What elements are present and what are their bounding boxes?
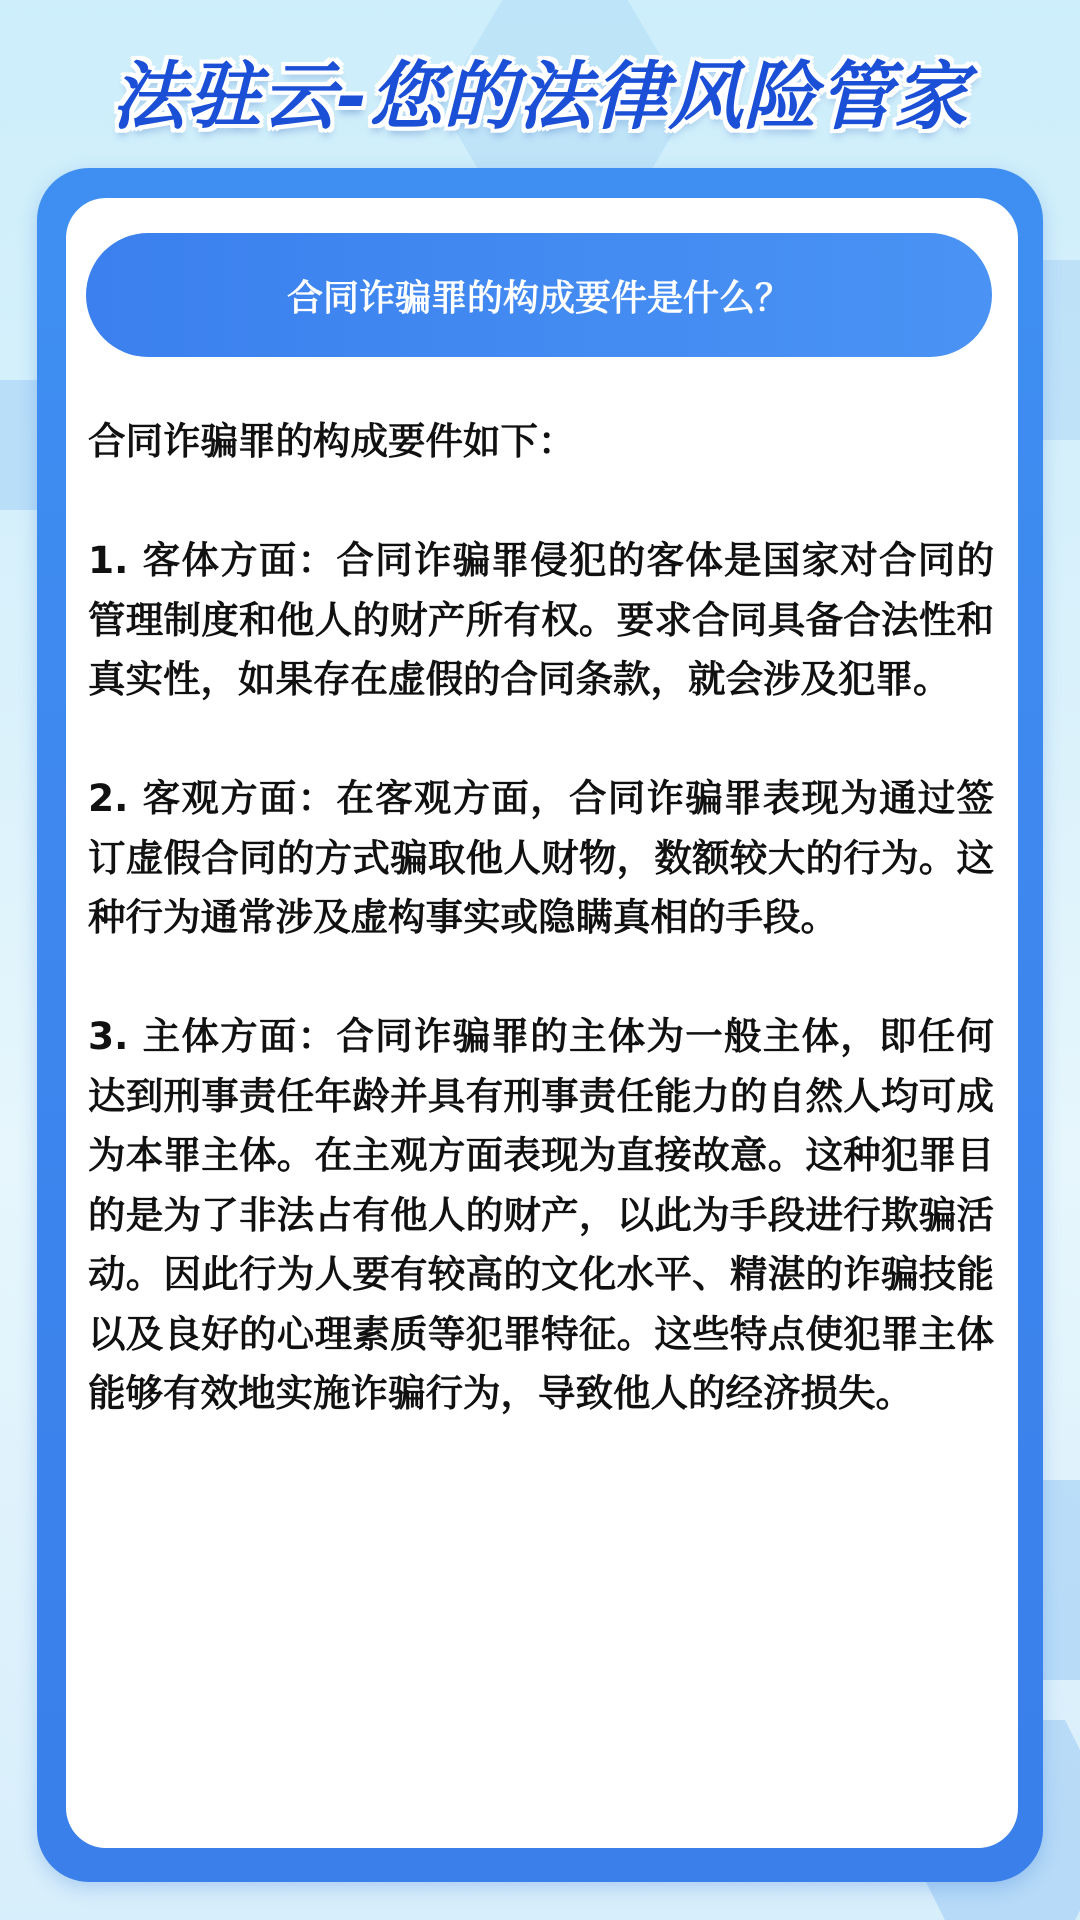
page-title: 法驻云-您的法律风险管家 — [111, 54, 969, 140]
answer-intro: 合同诈骗罪的构成要件如下： — [88, 419, 576, 463]
paragraph-gap — [88, 472, 994, 532]
answer-point-3: 3. 主体方面：合同诈骗罪的主体为一般主体，即任何达到刑事责任年龄并具有刑事责任能力的自然人均可成为本罪主体。在主观方面表现为直接故意。这种犯罪目的是为了非法占有他人的财产，以此为手段进行欺骗活动。因此行为人要有较高的文化水平、精湛的诈骗技能以及良好的心理素质等犯罪特征。这些特点使犯罪主体能够有效地实施诈骗行为，导致他人的经济损失。 — [88, 1014, 994, 1415]
question-banner — [86, 233, 992, 357]
question-text: 合同诈骗罪的构成要件是什么？ — [286, 277, 791, 319]
paragraph-gap — [88, 948, 994, 1008]
answer-point-2: 2. 客观方面：在客观方面，合同诈骗罪表现为通过签订虚假合同的方式骗取他人财物，数额较大的行为。这种行为通常涉及虚构事实或隐瞒真相的手段。 — [88, 776, 994, 939]
answer-point-1: 1. 客体方面：合同诈骗罪侵犯的客体是国家对合同的管理制度和他人的财产所有权。要求合同具备合法性和真实性，如果存在虚假的合同条款，就会涉及犯罪。 — [88, 538, 994, 701]
paragraph-gap — [88, 710, 994, 770]
answer-body — [88, 412, 994, 1424]
